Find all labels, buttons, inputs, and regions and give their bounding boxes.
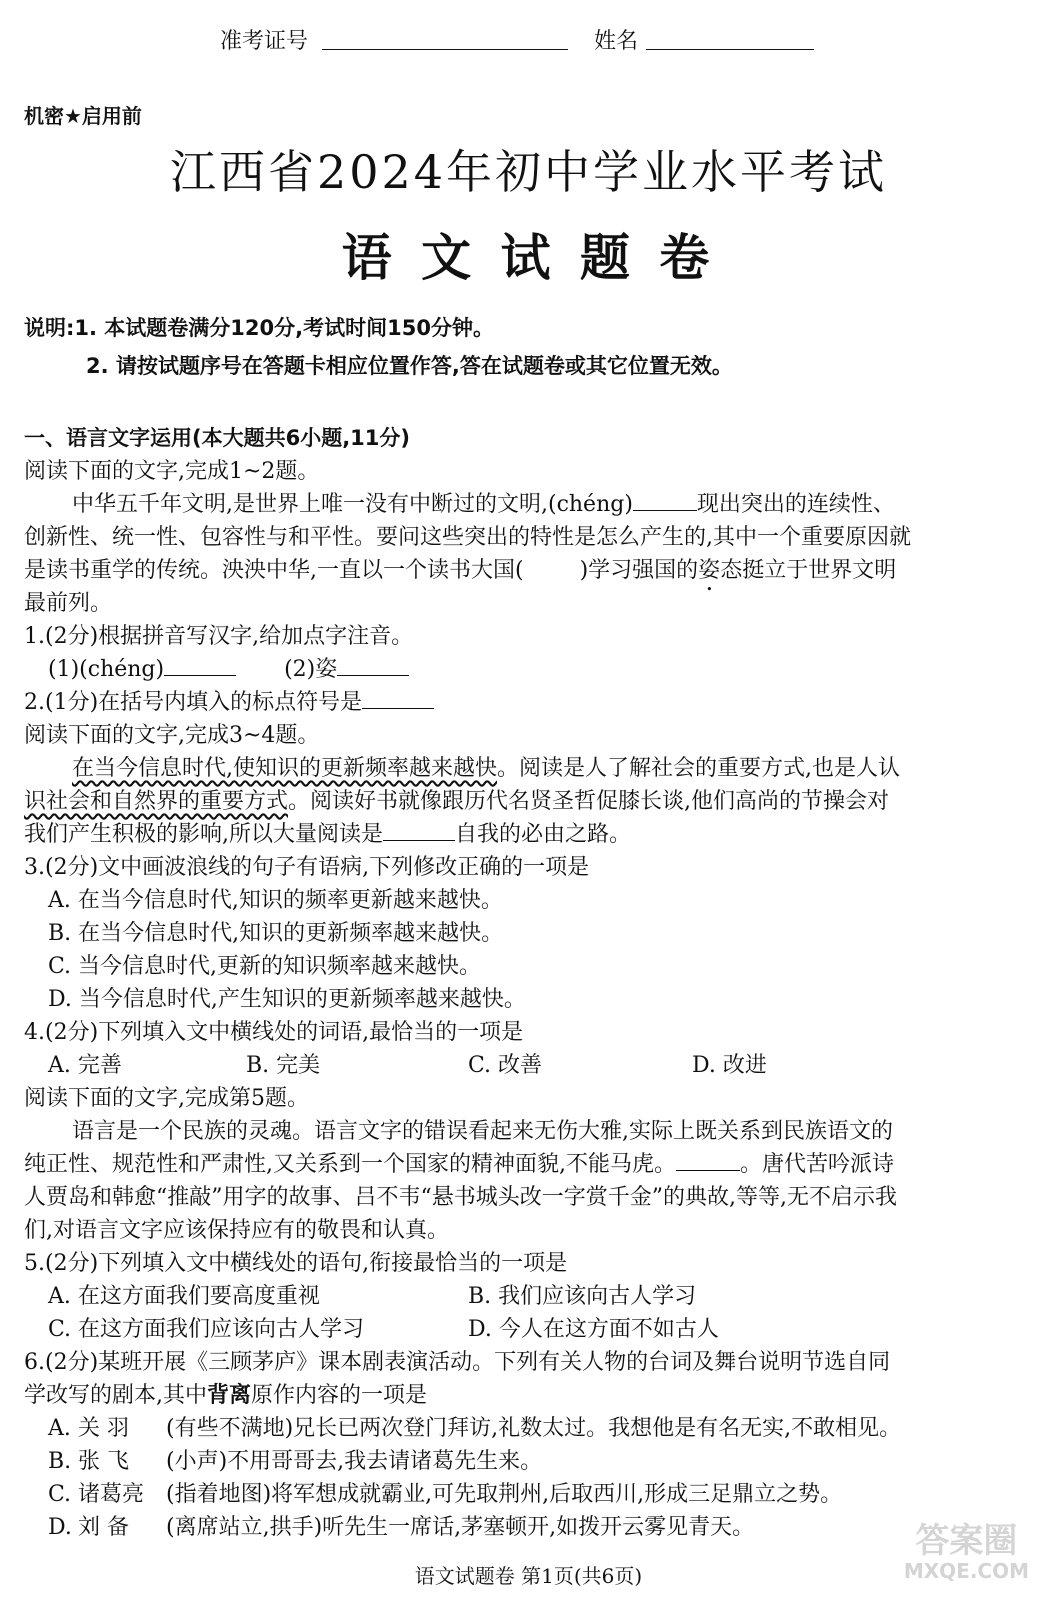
- question-1-stem: 1.(2分)根据拼音写汉字,给加点字注音。: [24, 624, 414, 649]
- instructions-line-2: 2. 请按试题序号在答题卡相应位置作答,答在试题卷或其它位置无效。: [86, 354, 733, 378]
- passage-3-line-3: 人贾岛和韩愈“推敲”用字的故事、吕不韦“悬书城头改一字赏千金”的典故,等等,无不启示我: [24, 1185, 897, 1210]
- passage-3-text: 纯正性、规范性和严肃性,又关系到一个国家的精神面貌,不能马虎。: [24, 1152, 676, 1177]
- question-6-stem-line-1: 6.(2分)某班开展《三顾茅庐》课本剧表演活动。下列有关人物的台词及舞台说明节选自同: [24, 1350, 891, 1375]
- character-line: (离席站立,拱手)听先生一席话,茅塞顿开,如拨开云雾见青天。: [166, 1515, 755, 1540]
- answer-blank: [676, 1150, 740, 1171]
- question-4-option-a: A. 完善: [48, 1053, 122, 1078]
- question-6-text: 学改写的剧本,其中: [24, 1383, 207, 1408]
- question-3-option-b: B. 在当今信息时代,知识的更新频率越来越快。: [48, 921, 504, 946]
- question-4-option-b: B. 完美: [246, 1053, 321, 1078]
- passage-1-text: 现出突出的连续性、: [696, 492, 895, 517]
- question-2-stem: [24, 686, 1039, 719]
- dotted-character: 姿: [698, 558, 721, 583]
- question-1-part-a: (1)(chéng): [48, 657, 165, 682]
- reading-instruction-1: 阅读下面的文字,完成1~2题。: [24, 459, 320, 484]
- watermark-logo: [904, 1522, 1029, 1582]
- character-line: (有些不满地)兄长已两次登门拜访,礼数太过。我想他是有名无实,不敢相见。: [166, 1416, 902, 1441]
- passage-1-text: 是读书重学的传统。泱泱中华,一直以一个读书大国(: [24, 558, 524, 583]
- admission-number-label: 准考证号: [220, 29, 309, 54]
- answer-blank[interactable]: [337, 655, 409, 676]
- watermark-text: 答案圈: [915, 1521, 1018, 1561]
- question-6-emphasis: 背离: [207, 1383, 252, 1408]
- passage-1-text: 态挺立于世界文明: [720, 558, 897, 583]
- question-3-option-d: D. 当今信息时代,产生知识的更新频率越来越快。: [48, 987, 526, 1012]
- wavy-underlined-sentence: 识社会和自然界的重要方式: [24, 789, 289, 814]
- character-name: 关 羽: [78, 1416, 129, 1441]
- question-4-option-d: D. 改进: [692, 1053, 767, 1078]
- admission-number-field[interactable]: [322, 49, 568, 50]
- wavy-underlined-sentence: 在当今信息时代,使知识的更新频率越来越快: [72, 756, 497, 781]
- passage-3-text: 。唐代苦吟派诗: [740, 1152, 895, 1177]
- character-line: (小声)不用哥哥去,我去请诸葛先生来。: [166, 1449, 543, 1474]
- instructions-line-1: 说明:1. 本试题卷满分120分,考试时间150分钟。: [24, 316, 494, 340]
- passage-1-text: )学习强国的: [579, 558, 699, 583]
- question-5-option-d: D. 今人在这方面不如古人: [468, 1317, 719, 1342]
- character-name: 张 飞: [78, 1449, 129, 1474]
- option-letter: C.: [48, 1482, 72, 1507]
- option-letter: B.: [48, 1449, 72, 1474]
- page-footer: 语文试题卷 第1页(共6页): [414, 1564, 643, 1588]
- passage-3-line-2: [24, 1148, 1039, 1181]
- question-4-stem: 4.(2分)下列填入文中横线处的词语,最恰当的一项是: [24, 1020, 524, 1045]
- question-3-stem: 3.(2分)文中画波浪线的句子有语病,下列修改正确的一项是: [24, 855, 590, 880]
- watermark-url: MXQE.COM: [903, 1559, 1029, 1583]
- exam-title: 江西省2024年初中学业水平考试: [169, 145, 888, 199]
- character-line: (指着地图)将军想成就霸业,可先取荆州,后取西川,形成三足鼎立之势。: [166, 1482, 843, 1507]
- passage-3-line-4: 们,对语言文字应该保持应有的敬畏和认真。: [24, 1218, 449, 1243]
- passage-1-line-2: 创新性、统一性、包容性与和平性。要问这些突出的特性是怎么产生的,其中一个重要原因就: [24, 525, 911, 550]
- reading-instruction-2: 阅读下面的文字,完成3~4题。: [24, 723, 320, 748]
- question-5-stem: 5.(2分)下列填入文中横线处的语句,衔接最恰当的一项是: [24, 1251, 568, 1276]
- passage-2-text: 我们产生积极的影响,所以大量阅读是: [24, 822, 383, 847]
- answer-blank[interactable]: [362, 688, 434, 709]
- question-2-text: 2.(1分)在括号内填入的标点符号是: [24, 690, 363, 715]
- student-name-field[interactable]: [646, 49, 814, 50]
- question-6-text: 原作内容的一项是: [251, 1383, 428, 1408]
- option-letter: D.: [48, 1515, 72, 1540]
- question-1-answers: [48, 653, 1039, 686]
- passage-3-line-1: 语言是一个民族的灵魂。语言文字的错误看起来无伤大雅,实际上既关系到民族语文的: [72, 1119, 893, 1144]
- passage-2-line-2: [24, 785, 1039, 818]
- passage-2-text: 自我的必由之路。: [455, 822, 632, 847]
- passage-1-line-1: [72, 488, 1039, 521]
- passage-1-line-4: 最前列。: [24, 591, 113, 616]
- question-5-option-a: A. 在这方面我们要高度重视: [48, 1284, 320, 1309]
- question-5-option-b: B. 我们应该向古人学习: [468, 1284, 697, 1309]
- passage-2-line-1: [72, 752, 1039, 785]
- passage-2-text: 。阅读好书就像跟历代名贤圣哲促膝长谈,他们高尚的节操会对: [288, 789, 890, 814]
- section-heading: 一、语言文字运用(本大题共6小题,11分): [24, 426, 411, 450]
- question-5-option-c: C. 在这方面我们应该向古人学习: [48, 1317, 365, 1342]
- question-1-part-b: (2)姿: [284, 657, 338, 682]
- character-name: 刘 备: [78, 1515, 129, 1540]
- question-3-option-c: C. 当今信息时代,更新的知识频率越来越快。: [48, 954, 482, 979]
- passage-1-text: 中华五千年文明,是世界上唯一没有中断过的文明,(chéng): [72, 492, 633, 517]
- answer-blank[interactable]: [164, 655, 236, 676]
- question-4-option-c: C. 改善: [468, 1053, 543, 1078]
- reading-instruction-3: 阅读下面的文字,完成第5题。: [24, 1086, 309, 1111]
- question-6-stem-line-2: [24, 1379, 1039, 1412]
- question-3-option-a: A. 在当今信息时代,知识的频率更新越来越快。: [48, 888, 503, 913]
- secret-mark: 机密★启用前: [24, 104, 142, 128]
- option-letter: A.: [48, 1416, 71, 1441]
- passage-2-line-3: [24, 818, 1039, 851]
- character-name: 诸葛亮: [78, 1482, 145, 1507]
- paper-title: 语 文 试 题 卷: [341, 229, 716, 287]
- answer-blank: [633, 490, 697, 511]
- answer-blank: [383, 820, 455, 841]
- student-name-label: 姓名: [594, 29, 639, 54]
- passage-2-text: 。阅读是人了解社会的重要方式,也是人认: [497, 756, 900, 781]
